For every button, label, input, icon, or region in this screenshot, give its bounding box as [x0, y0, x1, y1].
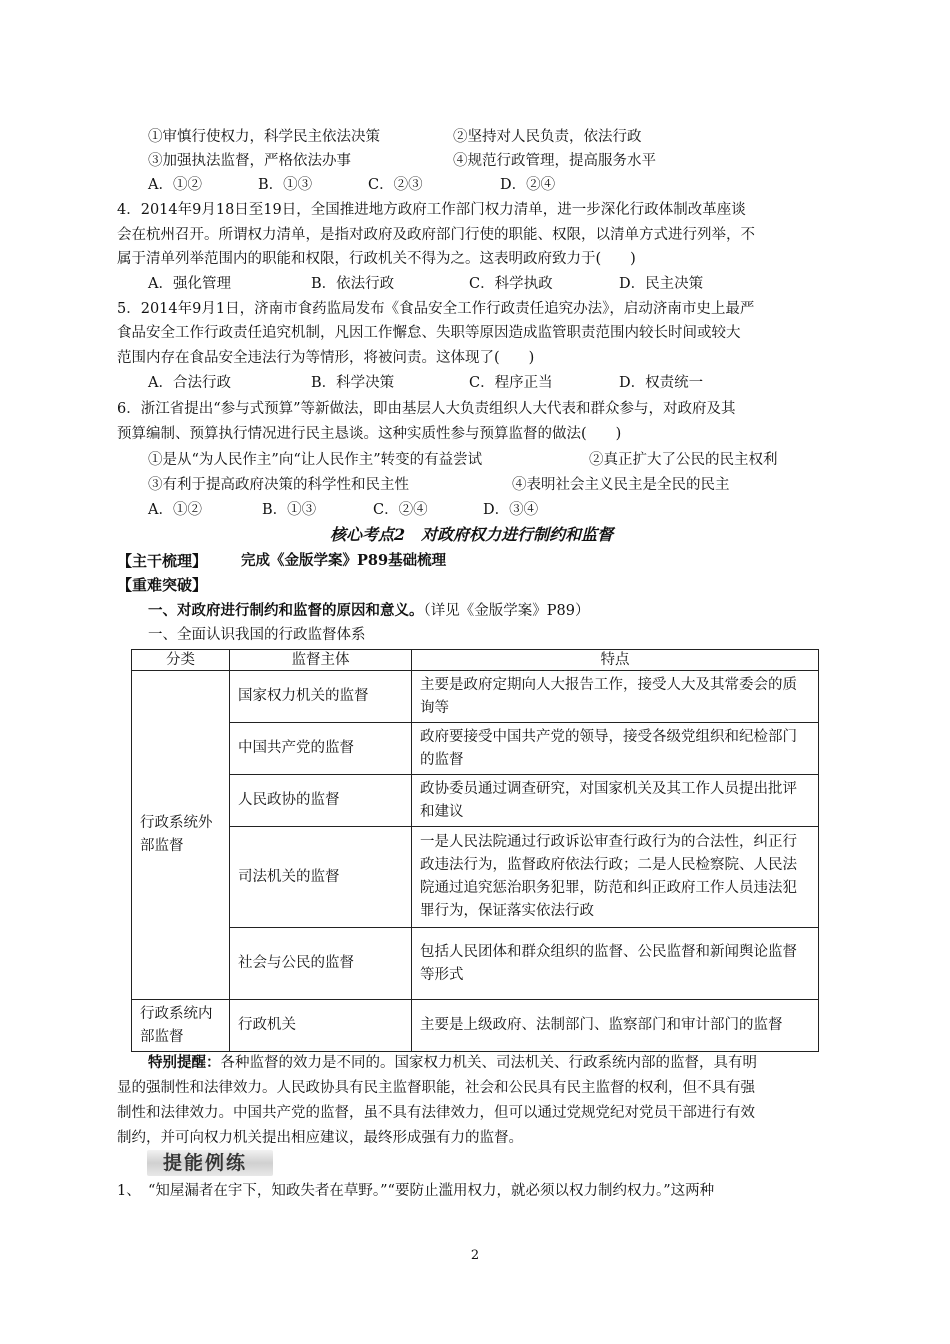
main-outline-label: 【主干梳理】 — [117, 552, 208, 570]
q3-option-4: ④规范行政管理，提高服务水平 — [453, 153, 656, 169]
table-header-row — [132, 650, 819, 671]
main-outline-text: 完成《金版学案》P89基础梳理 — [241, 552, 447, 569]
q4-line-1: 4．2014年9月18日至19日，全国推进地方政府工作部门权力清单，进一步深化行政体制改革座谈 — [117, 202, 746, 218]
reminder-line-2: 显的强制性和法律效力。人民政协具有民主监督职能，社会和公民具有民主监督的权利，但不具有强 — [117, 1080, 755, 1096]
point-2: 一、全面认识我国的行政监督体系 — [148, 627, 366, 643]
supervision-table — [131, 649, 819, 1052]
feature-cell: 一是人民法院通过行政诉讼审查行政行为的合法性，纠正行政违法行为，监督政府依法行政；二是人民检察院、人民法院通过追究惩治职务犯罪，防范和纠正政府工作人员违法犯罪行为，保证落实依法行政 — [412, 827, 819, 928]
q6-line-2: 预算编制、预算执行情况进行民主恳谈。这种实质性参与预算监督的做法( ) — [117, 426, 622, 442]
table-row — [132, 928, 819, 1000]
feature-cell: 政协委员通过调查研究，对国家机关及其工作人员提出批评和建议 — [412, 775, 819, 827]
reminder-line-3: 制性和法律效力。中国共产党的监督，虽不具有法律效力，但可以通过党规党纪对党员干部进行有效 — [117, 1105, 755, 1121]
feature-cell: 包括人民团体和群众组织的监督、公民监督和新闻舆论监督等形式 — [412, 928, 819, 1000]
q6-option-1: ①是从“为人民作主”向“让人民作主”转变的有益尝试 — [148, 452, 483, 468]
category-internal: 行政系统内部监督 — [132, 1000, 230, 1052]
q5-choice-c: C．程序正当 — [469, 375, 553, 391]
point-1 — [148, 600, 589, 622]
reminder-line-4: 制约，并可向权力机关提出相应建议，最终形成强有力的监督。 — [117, 1130, 523, 1146]
table-row — [132, 723, 819, 775]
subject-cell: 中国共产党的监督 — [230, 723, 412, 775]
q3-choice-c: C．②③ — [368, 177, 423, 193]
q4-choice-a: A．强化管理 — [148, 276, 231, 292]
practice-question-1: 1、 “知屋漏者在宇下，知政失者在草野。”“要防止滥用权力，就必须以权力制约权力。”这两种 — [117, 1183, 715, 1199]
page-number: 2 — [470, 1248, 480, 1263]
table-row — [132, 671, 819, 723]
header-category: 分类 — [132, 650, 230, 671]
feature-cell: 政府要接受中国共产党的领导，接受各级党组织和纪检部门的监督 — [412, 723, 819, 775]
subject-cell: 国家权力机关的监督 — [230, 671, 412, 723]
feature-cell: 主要是政府定期向人大报告工作，接受人大及其常委会的质询等 — [412, 671, 819, 723]
q6-choice-a: A．①② — [148, 502, 202, 518]
q3-option-2: ②坚持对人民负责，依法行政 — [453, 129, 642, 145]
practice-banner-title: 提能例练 — [163, 1152, 248, 1174]
q6-choice-c: C．②④ — [373, 502, 428, 518]
q6-option-3: ③有利于提高政府决策的科学性和民主性 — [148, 477, 409, 493]
q3-option-1: ①审慎行使权力，科学民主依法决策 — [148, 129, 380, 145]
point-1-heading: 一、对政府进行制约和监督的原因和意义。 — [148, 602, 424, 619]
table-row — [132, 775, 819, 827]
category-external: 行政系统外部监督 — [132, 671, 230, 1000]
q6-line-1: 6．浙江省提出“参与式预算”等新做法，即由基层人大负责组织人大代表和群众参与，对政府及其 — [117, 401, 736, 417]
q6-option-2: ②真正扩大了公民的民主权利 — [589, 452, 778, 468]
table-row — [132, 1000, 819, 1052]
reminder-label: 特别提醒： — [148, 1054, 221, 1071]
q5-line-1: 5．2014年9月1日，济南市食药监局发布《食品安全工作行政责任追究办法》，启动济南市史上最严 — [117, 301, 755, 317]
q3-choice-b: B．①③ — [258, 177, 313, 193]
q4-choice-c: C．科学执政 — [469, 276, 553, 292]
q5-choice-b: B．科学决策 — [311, 375, 395, 391]
q3-choice-d: D．②④ — [500, 177, 556, 193]
q4-line-3: 属于清单列举范围内的职能和权限，行政机关不得为之。这表明政府致力于( ) — [117, 251, 636, 267]
header-subject: 监督主体 — [230, 650, 412, 671]
q6-choice-b: B．①③ — [262, 502, 317, 518]
table-row — [132, 827, 819, 928]
header-feature: 特点 — [412, 650, 819, 671]
q4-choice-d: D．民主决策 — [619, 276, 704, 292]
q5-choice-d: D．权责统一 — [619, 375, 704, 391]
q4-line-2: 会在杭州召开。所谓权力清单，是指对政府及政府部门行使的职能、权限，以清单方式进行列举，不 — [117, 227, 755, 243]
q5-line-2: 食品安全工作行政责任追究机制，凡因工作懈怠、失职等原因造成监管职责范围内较长时间或较大 — [117, 325, 741, 341]
q3-choice-a: A．①② — [148, 177, 202, 193]
q5-line-3: 范围内存在食品安全违法行为等情形，将被问责。这体现了( ) — [117, 350, 535, 366]
reminder-text-1: 各种监督的效力是不同的。国家权力机关、司法机关、行政系统内部的监督，具有明 — [220, 1055, 757, 1071]
q4-choice-b: B．依法行政 — [311, 276, 395, 292]
subject-cell: 司法机关的监督 — [230, 827, 412, 928]
q5-choice-a: A．合法行政 — [148, 375, 231, 391]
reminder-line-1 — [148, 1052, 757, 1074]
subject-cell: 社会与公民的监督 — [230, 928, 412, 1000]
q3-option-3: ③加强执法监督，严格依法办事 — [148, 153, 351, 169]
subject-cell: 行政机关 — [230, 1000, 412, 1052]
key-breakthrough-label: 【重难突破】 — [117, 576, 208, 594]
q6-choice-d: D．③④ — [483, 502, 539, 518]
section-title: 核心考点2 对政府权力进行制约和监督 — [330, 525, 614, 544]
point-1-reference: （详见《金版学案》P89） — [423, 603, 590, 619]
feature-cell: 主要是上级政府、法制部门、监察部门和审计部门的监督 — [412, 1000, 819, 1052]
subject-cell: 人民政协的监督 — [230, 775, 412, 827]
q6-option-4: ④表明社会主义民主是全民的民主 — [512, 477, 730, 493]
